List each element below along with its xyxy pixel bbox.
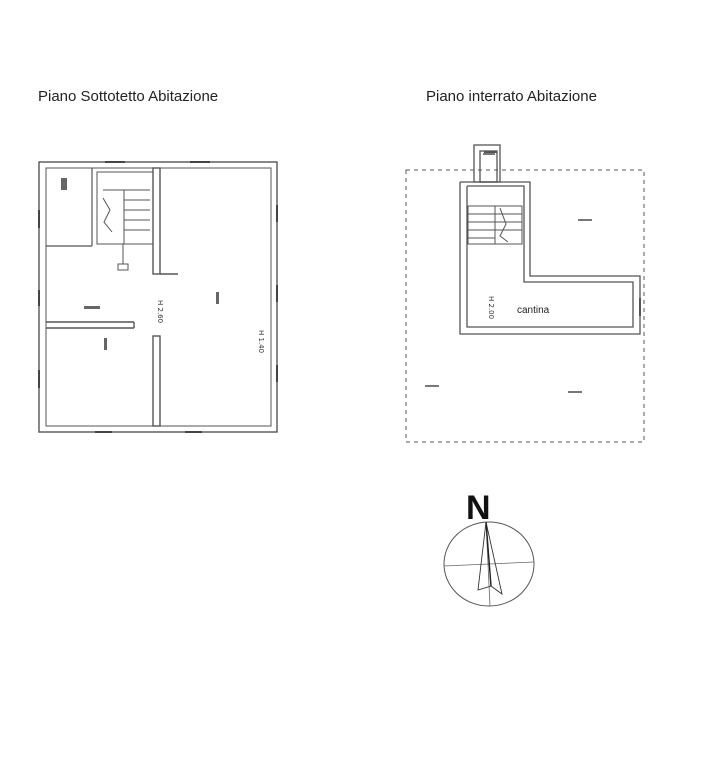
cantina-label: cantina xyxy=(517,305,550,316)
north-letter: N xyxy=(466,489,491,527)
basement-stairs xyxy=(468,206,522,244)
attic-floor-plan xyxy=(39,162,277,432)
basement-walls xyxy=(460,145,640,334)
stair-well xyxy=(97,172,154,270)
basement-floor-plan xyxy=(406,145,644,442)
right-plan-title: Piano interrato Abitazione xyxy=(426,88,597,105)
attic-room-labels xyxy=(61,178,219,350)
north-compass xyxy=(444,489,534,606)
attic-height-label-2: H 1.40 xyxy=(257,330,265,354)
interior-walls xyxy=(46,168,178,426)
room-top-left xyxy=(46,168,92,246)
basement-height-label: H 2.00 xyxy=(487,296,495,320)
basement-area-labels xyxy=(425,153,592,393)
left-plan-title: Piano Sottotetto Abitazione xyxy=(38,88,219,105)
attic-height-label-1: H 2.60 xyxy=(156,300,164,324)
